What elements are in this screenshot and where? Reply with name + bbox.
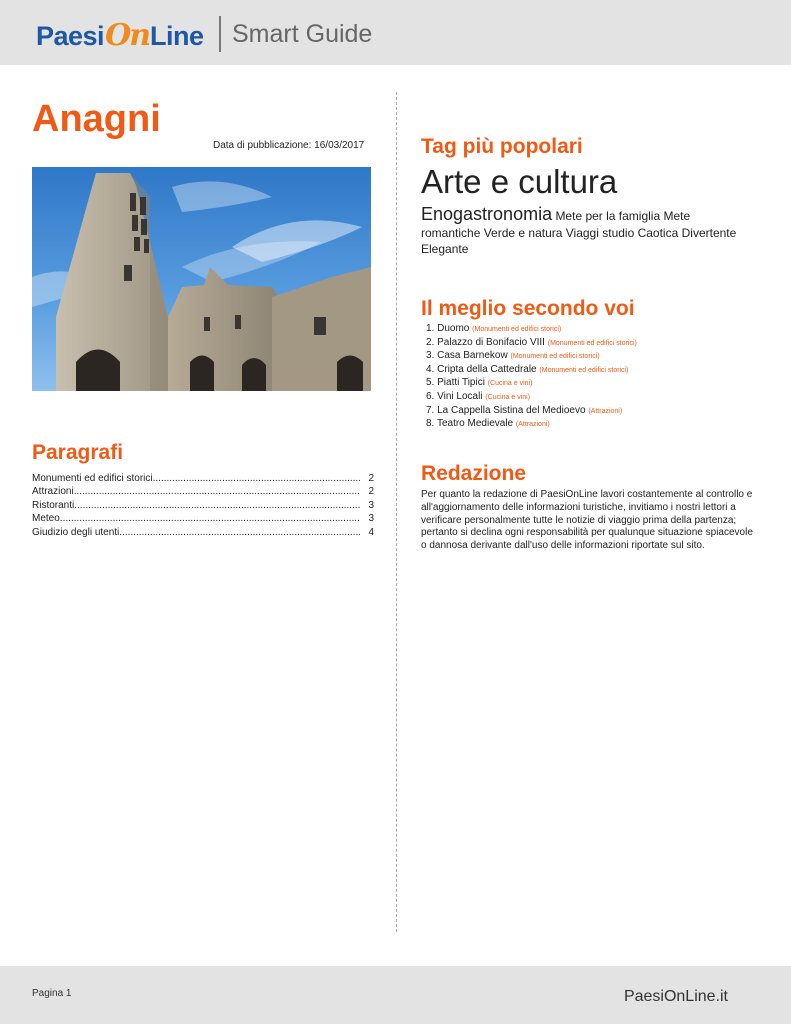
toc-page-number: 2 bbox=[368, 486, 374, 497]
item-number: 1. bbox=[426, 323, 435, 334]
item-name: Casa Barnekow bbox=[437, 350, 508, 362]
item-name: Vini Locali bbox=[437, 390, 483, 402]
item-category: (Cucina e vini) bbox=[487, 380, 533, 388]
tag-cloud bbox=[421, 206, 741, 258]
column-divider bbox=[396, 92, 397, 932]
toc-row[interactable] bbox=[32, 470, 374, 484]
list-item[interactable] bbox=[426, 418, 637, 432]
toc-label: Giudizio degli utenti bbox=[32, 526, 120, 538]
page-footer bbox=[0, 966, 791, 1024]
item-category: (Monumenti ed edifici storici) bbox=[539, 366, 629, 374]
list-item[interactable] bbox=[426, 391, 637, 405]
popular-tags-heading: Tag più popolari bbox=[421, 135, 583, 158]
anagni-cathedral-image bbox=[32, 167, 371, 391]
toc-row[interactable] bbox=[32, 511, 374, 525]
item-name: La Cappella Sistina del Medioevo bbox=[437, 404, 586, 416]
paragrafi-heading: Paragrafi bbox=[32, 441, 124, 464]
toc-row[interactable] bbox=[32, 484, 374, 498]
tag-enogastronomia[interactable]: Enogastronomia bbox=[421, 204, 553, 224]
item-category: (Monumenti ed edifici storici) bbox=[510, 353, 600, 361]
toc-label: Attrazioni bbox=[32, 486, 74, 497]
item-number: 8. bbox=[426, 418, 435, 430]
page-title: Anagni bbox=[32, 98, 161, 140]
logo-part-on: On bbox=[105, 18, 150, 53]
toc-leader-dots bbox=[153, 473, 360, 484]
header-divider bbox=[219, 16, 221, 52]
toc-leader-dots bbox=[60, 513, 360, 524]
item-number: 7. bbox=[426, 404, 435, 416]
toc-leader-dots bbox=[74, 486, 360, 497]
toc-page-number: 2 bbox=[368, 472, 374, 484]
item-name: Teatro Medievale bbox=[436, 418, 514, 430]
tag-list-small[interactable]: Mete per la famiglia Mete romantiche Verde e natura Viaggi studio Caotica Divertente Elegante bbox=[421, 209, 737, 256]
list-item[interactable] bbox=[426, 405, 637, 419]
item-number: 4. bbox=[426, 363, 435, 375]
paesionline-logo[interactable] bbox=[36, 18, 204, 58]
tag-arte-e-cultura[interactable]: Arte e cultura bbox=[421, 163, 618, 200]
toc-leader-dots bbox=[74, 500, 360, 511]
item-name: Duomo bbox=[437, 323, 470, 334]
list-item[interactable] bbox=[426, 377, 637, 391]
toc-row[interactable] bbox=[32, 524, 374, 538]
redazione-disclaimer: Per quanto la redazione di PaesiOnLine lavori costantemente al controllo e all'aggiornamento delle informazioni turistiche, invitiamo i nostri lettori a verificare personalmente tutte le notizie di viaggio prima della partenza; pertanto si declina ogni responsabilità per qualunque situazione spiacevole o dannosa derivante dall'uso delle informazioni riportate sul sito. bbox=[421, 489, 753, 552]
item-category: (Attrazioni) bbox=[588, 407, 623, 415]
list-item[interactable] bbox=[426, 350, 637, 364]
toc-page-number: 4 bbox=[368, 526, 374, 538]
item-category: (Attrazioni) bbox=[515, 421, 550, 429]
toc-page-number: 3 bbox=[368, 499, 374, 511]
item-category: (Cucina e vini) bbox=[485, 393, 531, 401]
best-list bbox=[426, 323, 637, 432]
item-number: 5. bbox=[426, 377, 435, 389]
list-item[interactable] bbox=[426, 364, 637, 378]
item-number: 2. bbox=[426, 336, 435, 348]
item-category: (Monumenti ed edifici storici) bbox=[472, 326, 562, 333]
toc-label: Monumenti ed edifici storici bbox=[32, 472, 153, 484]
table-of-contents bbox=[32, 470, 374, 538]
item-number: 3. bbox=[426, 350, 435, 362]
list-item[interactable] bbox=[426, 337, 637, 351]
page-number: Pagina 1 bbox=[32, 988, 72, 999]
toc-page-number: 3 bbox=[368, 513, 374, 524]
item-name: Piatti Tipici bbox=[437, 377, 485, 389]
toc-leader-dots bbox=[119, 527, 360, 538]
best-heading: Il meglio secondo voi bbox=[421, 297, 635, 320]
toc-row[interactable] bbox=[32, 497, 374, 511]
header-subtitle: Smart Guide bbox=[232, 20, 373, 48]
redazione-heading: Redazione bbox=[421, 462, 527, 485]
toc-label: Ristoranti bbox=[32, 499, 75, 511]
item-name: Cripta della Cattedrale bbox=[437, 363, 537, 375]
logo-part-paesi: Paesi bbox=[36, 21, 105, 51]
list-item[interactable] bbox=[426, 323, 637, 337]
footer-site-link[interactable]: PaesiOnLine.it bbox=[623, 988, 728, 1005]
publication-date: Data di pubblicazione: 16/03/2017 bbox=[213, 140, 365, 151]
logo-part-line: Line bbox=[150, 21, 204, 51]
page-header bbox=[0, 0, 791, 65]
toc-label: Meteo bbox=[32, 513, 60, 524]
item-number: 6. bbox=[426, 390, 435, 402]
item-category: (Monumenti ed edifici storici) bbox=[547, 339, 637, 347]
anagni-photo bbox=[32, 167, 371, 391]
item-name: Palazzo di Bonifacio VIII bbox=[437, 336, 545, 348]
